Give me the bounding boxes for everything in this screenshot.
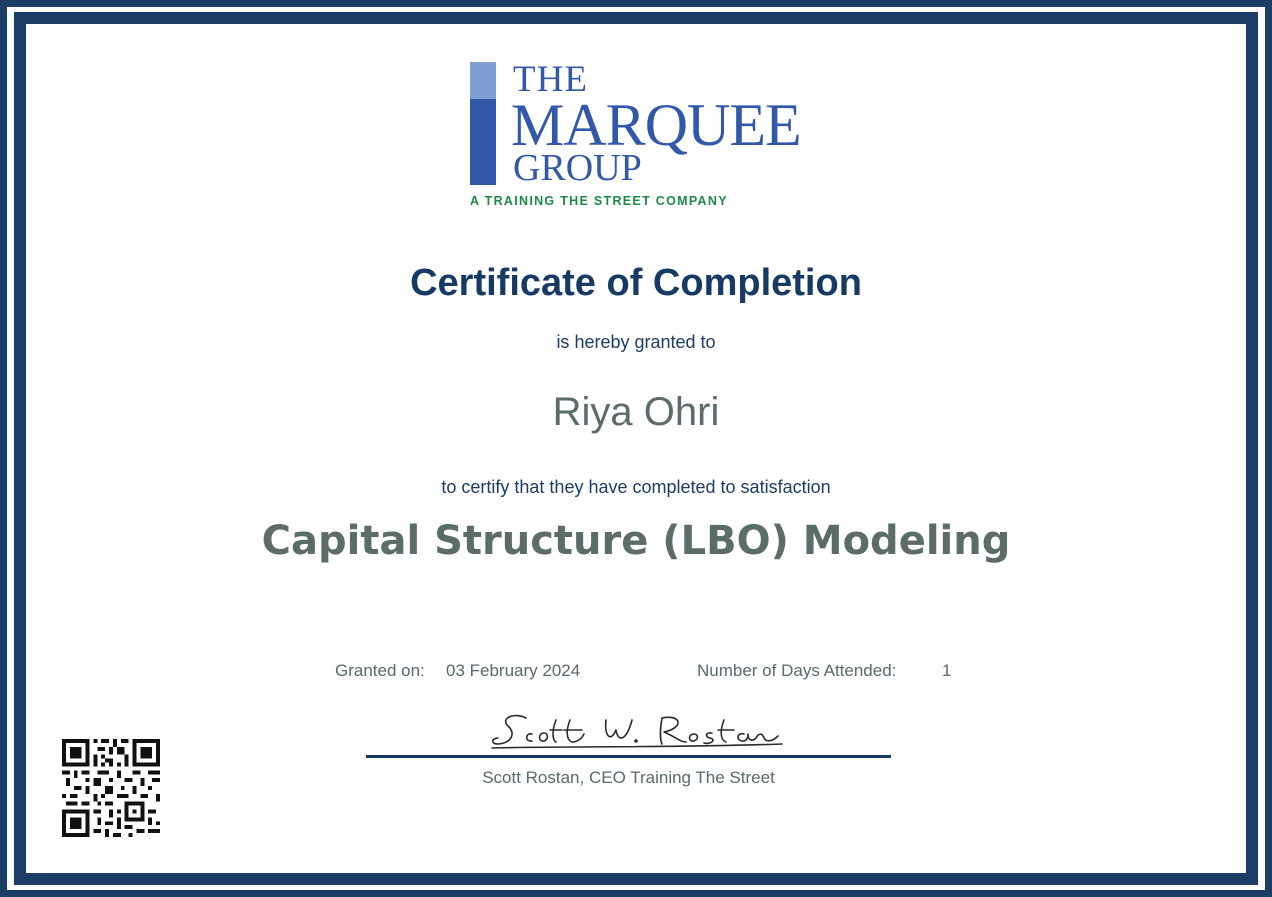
days-attended-label: Number of Days Attended:: [697, 661, 897, 680]
logo-line-the: THE: [513, 59, 588, 100]
logo-tagline: A TRAINING THE STREET COMPANY: [470, 194, 728, 208]
logo-bar-dark: [470, 99, 496, 185]
days-attended-value: 1: [942, 661, 952, 680]
course-name: Capital Structure (LBO) Modeling: [261, 518, 1011, 564]
certify-text: to certify that they have completed to satisfaction: [441, 477, 831, 497]
signature-line: [366, 755, 891, 758]
granted-to-text: is hereby granted to: [556, 332, 716, 352]
logo-line-marquee: MARQUEE: [511, 92, 801, 158]
signature-image: [486, 708, 786, 754]
signatory-caption: Scott Rostan, CEO Training The Street: [482, 768, 775, 787]
certificate-title: Certificate of Completion: [410, 262, 862, 304]
logo-bar-light: [470, 62, 496, 99]
granted-on-date: 03 February 2024: [446, 661, 581, 680]
qr-code: [62, 739, 160, 837]
recipient-name: Riya Ohri: [552, 390, 720, 434]
logo-line-group: GROUP: [513, 147, 642, 189]
granted-on-label: Granted on:: [335, 661, 425, 680]
